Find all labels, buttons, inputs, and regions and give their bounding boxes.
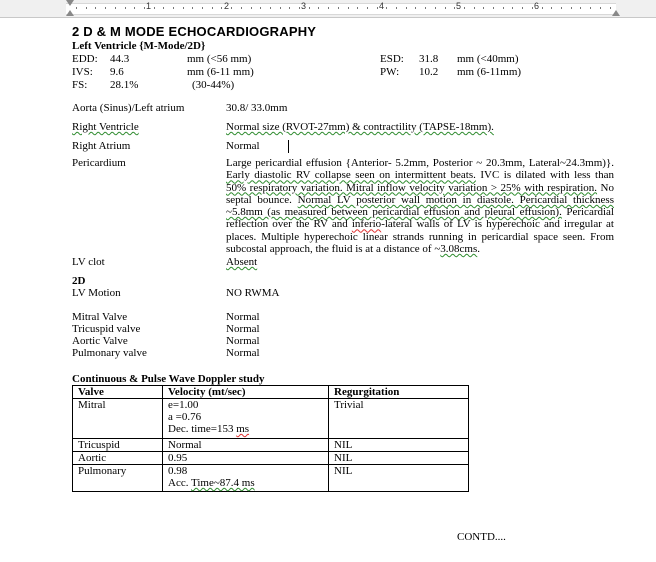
ruler-tick [493, 7, 494, 9]
right-indent-marker[interactable] [612, 10, 620, 16]
ruler-tick [289, 7, 290, 9]
ruler-tick [580, 7, 581, 9]
fs-value: 28.1% [110, 79, 139, 91]
ruler-tick [454, 7, 455, 9]
ruler-tick [309, 7, 310, 9]
pericardium-label: Pericardium [72, 157, 126, 169]
ruler-tick [134, 7, 135, 9]
esd-label: ESD: [380, 53, 404, 65]
ruler-tick [105, 7, 106, 9]
edd-label: EDD: [72, 53, 98, 65]
rv-label: Right Ventricle [72, 121, 139, 133]
ruler-tick [202, 7, 203, 9]
ruler-tick [542, 7, 543, 9]
ruler-tick [95, 7, 96, 9]
ruler-tick [241, 7, 242, 9]
ruler-number: 4 [379, 1, 385, 11]
table-row [73, 399, 469, 439]
lv-clot-label: LV clot [72, 256, 105, 268]
fs-reference: (30-44%) [192, 79, 235, 91]
lv-heading: Left Ventricle {M-Mode/2D} [72, 40, 206, 52]
ruler-tick [144, 7, 145, 9]
mitral-valve-label: Mitral Valve [72, 311, 128, 323]
ruler-tick [251, 7, 252, 9]
ivs-label: IVS: [72, 66, 93, 78]
cell-valve: Pulmonary [73, 465, 163, 492]
lv-motion-label: LV Motion [72, 287, 121, 299]
header-valve: Valve [73, 386, 163, 399]
ruler-tick [435, 7, 436, 9]
ruler-tick [483, 7, 484, 9]
ruler-tick [328, 7, 329, 9]
ruler-tick [610, 7, 611, 9]
ruler-tick [551, 7, 552, 9]
cell-regurgitation: NIL [329, 465, 469, 492]
ruler-tick [212, 7, 213, 9]
ruler-number: 3 [301, 1, 307, 11]
ruler-tick [464, 7, 465, 9]
lv-motion-value: NO RWMA [226, 287, 280, 299]
ivs-value: 9.6 [110, 66, 124, 78]
ruler-tick [299, 7, 300, 9]
pw-reference: mm (6-11mm) [457, 66, 522, 78]
ruler-tick [86, 7, 87, 9]
ruler-tick [280, 7, 281, 9]
pw-value: 10.2 [419, 66, 439, 78]
pericardium-findings: Large pericardial effusion {Anterior- 5.2mm, Posterior ~ 20.3mm, Lateral~24.3mm)}. Early diastolic RV collapse seen on intermittent beats. IVC is dilated with less than 50% respiratory variation. Mitral inflow velocity variation > 25% with respiration. No septal bounce. Normal LV posterior wall motion in diastole. Pericardial thickness ~5.8mm (as measured between pericardial effusion and pleural effusion). Pericardial reflection over the RV and inferio-lateral walls of LV is hyperechoic and irregular at places. Multiple hyperechoic linear strands running in pericardial space seen. From subcostal approach, the fluid is at a distance of ~3.08cms. [226, 157, 614, 256]
header-velocity: Velocity (mt/sec) [163, 386, 329, 399]
horizontal-ruler[interactable] [0, 0, 656, 18]
ruler-tick [318, 7, 319, 9]
cell-velocity: 0.98 Acc. Time~87.4 ms [163, 465, 329, 492]
doppler-table [72, 385, 469, 492]
ra-label: Right Atrium [72, 140, 131, 152]
aortic-valve-value: Normal [226, 335, 260, 347]
table-row [73, 452, 469, 465]
cell-velocity: e=1.00 a =0.76 Dec. time=153 ms [163, 399, 329, 439]
ruler-tick [154, 7, 155, 9]
ruler-tick [600, 7, 601, 9]
ruler-tick [125, 7, 126, 9]
ruler-number: 1 [146, 1, 152, 11]
ruler-tick [406, 7, 407, 9]
aorta-label: Aorta (Sinus)/Left atrium [72, 102, 185, 114]
ruler-tick [231, 7, 232, 9]
ruler-tick [571, 7, 572, 9]
table-row [73, 465, 469, 492]
text-cursor [288, 140, 289, 153]
lv-clot-value: Absent [226, 256, 258, 268]
ruler-tick [503, 7, 504, 9]
ruler-tick [163, 7, 164, 9]
tricuspid-valve-value: Normal [226, 323, 260, 335]
cell-regurgitation: Trivial [329, 399, 469, 439]
ruler-tick [590, 7, 591, 9]
cell-regurgitation: NIL [329, 439, 469, 452]
cell-valve: Mitral [73, 399, 163, 439]
cell-velocity: Normal [163, 439, 329, 452]
table-row [73, 439, 469, 452]
ruler-tick [357, 7, 358, 9]
aorta-value: 30.8/ 33.0mm [226, 102, 288, 114]
ruler-tick [338, 7, 339, 9]
left-indent-marker[interactable] [66, 10, 74, 16]
ruler-tick [76, 7, 77, 9]
table-header-row [73, 386, 469, 399]
ruler-tick [522, 7, 523, 9]
ruler-tick [386, 7, 387, 9]
cell-velocity: 0.95 [163, 452, 329, 465]
ivs-reference: mm (6-11 mm) [187, 66, 254, 78]
ruler-tick [377, 7, 378, 9]
edd-value: 44.3 [110, 53, 130, 65]
esd-reference: mm (<40mm) [457, 53, 519, 65]
ruler-tick [173, 7, 174, 9]
ruler-tick [532, 7, 533, 9]
tricuspid-valve-label: Tricuspid valve [72, 323, 141, 335]
cell-valve: Aortic [73, 452, 163, 465]
ruler-tick [260, 7, 261, 9]
ruler-tick [192, 7, 193, 9]
pw-label: PW: [380, 66, 400, 78]
2d-heading: 2D [72, 275, 86, 287]
aortic-valve-label: Aortic Valve [72, 335, 128, 347]
ruler-tick [115, 7, 116, 9]
ruler-tick [348, 7, 349, 9]
ruler-tick [425, 7, 426, 9]
pulmonary-valve-label: Pulmonary valve [72, 347, 147, 359]
ruler-number: 5 [456, 1, 462, 11]
ra-value: Normal [226, 140, 260, 152]
continued-note: CONTD.... [457, 531, 506, 543]
edd-reference: mm (<56 mm) [187, 53, 252, 65]
esd-value: 31.8 [419, 53, 439, 65]
ruler-tick [367, 7, 368, 9]
ruler-number: 2 [224, 1, 230, 11]
ruler-tick [221, 7, 222, 9]
ruler-tick [396, 7, 397, 9]
fs-label: FS: [72, 79, 88, 91]
ruler-number: 6 [534, 1, 540, 11]
cell-valve: Tricuspid [73, 439, 163, 452]
report-title: 2 D & M MODE ECHOCARDIOGRAPHY [72, 24, 317, 39]
pulmonary-valve-value: Normal [226, 347, 260, 359]
ruler-tick [512, 7, 513, 9]
ruler-tick [561, 7, 562, 9]
ruler-tick [183, 7, 184, 9]
ruler-tick [415, 7, 416, 9]
ruler-tick [270, 7, 271, 9]
mitral-valve-value: Normal [226, 311, 260, 323]
doppler-heading: Continuous & Pulse Wave Doppler study [72, 373, 265, 385]
cell-regurgitation: NIL [329, 452, 469, 465]
ruler-tick [474, 7, 475, 9]
first-line-indent-marker[interactable] [66, 0, 74, 6]
rv-value: Normal size (RVOT-27mm) & contractility (TAPSE-18mm). [226, 121, 494, 133]
ruler-tick [445, 7, 446, 9]
header-regurgitation: Regurgitation [329, 386, 469, 399]
